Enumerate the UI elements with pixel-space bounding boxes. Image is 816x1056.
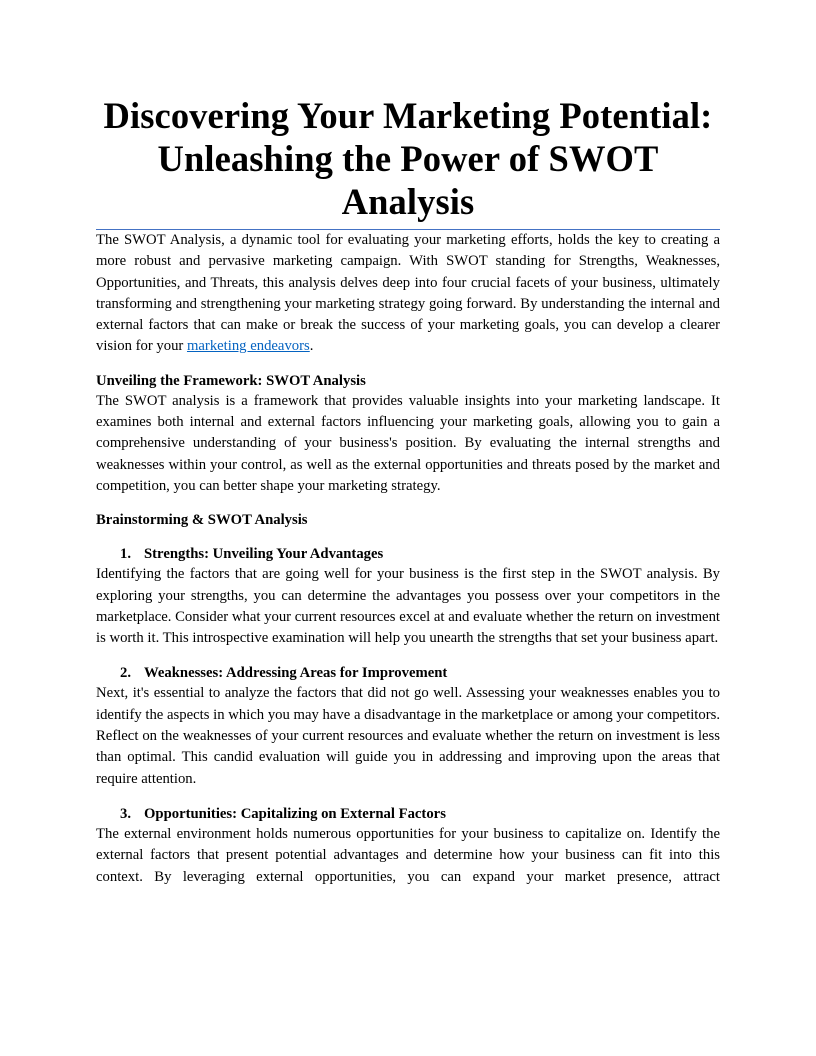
list-item-weaknesses [96, 663, 720, 683]
document-title [96, 94, 720, 223]
marketing-endeavors-link[interactable]: marketing endeavors [186, 338, 310, 355]
list-number: 3. [120, 805, 132, 822]
framework-paragraph: The SWOT analysis is a framework that provides valuable insights into your marketing landscape. It examines both internal and external factors influencing your marketing goals, allowing you to gain a comprehensive understanding of your business's position. By evaluating the internal strengths and weaknesses within your control, as well as the external opportunities and threats posed by the market and competition, you can better shape your marketing strategy. [96, 392, 720, 494]
list-item-strengths [96, 544, 720, 564]
document-page [96, 0, 720, 888]
list-number: 1. [120, 546, 132, 563]
opportunities-paragraph: The external environment holds numerous opportunities for your business to capitalize on. Identify the external factors that present potential advantages and determine how your business can fit into this context. By leveraging external opportunities, you can expand your market presence, attract [96, 825, 720, 885]
heading-brainstorming: Brainstorming & SWOT Analysis [96, 512, 308, 529]
list-heading: Weaknesses: Addressing Areas for Improvement [144, 665, 448, 682]
list-heading: Opportunities: Capitalizing on External Factors [144, 805, 446, 822]
heading-framework: Unveiling the Framework: SWOT Analysis [96, 372, 366, 389]
weaknesses-paragraph: Next, it's essential to analyze the factors that did not go well. Assessing your weaknesses enables you to identify the aspects in which you may have a disadvantage in the marketplace or among your competitors. Reflect on the weaknesses of your current resources and evaluate whether the return on investment is less than optimal. This candid evaluation will guide you in addressing and improving upon the areas that require attention. [96, 685, 720, 787]
list-heading: Strengths: Unveiling Your Advantages [144, 546, 384, 563]
strengths-paragraph: Identifying the factors that are going well for your business is the first step in the SWOT analysis. By exploring your strengths, you can determine the advantages you possess over your competitors in the marketplace. Consider what your current resources excel at and evaluate whether the return on investment is worth it. This introspective examination will help you unearth the strengths that set your business apart. [96, 566, 720, 647]
intro-paragraph [96, 230, 720, 358]
intro-text: The SWOT Analysis, a dynamic tool for evaluating your marketing efforts, holds the key to creating a more robust and pervasive marketing campaign. With SWOT standing for Strengths, Weaknesses, Opportunities, and Threats, this analysis delves deep into four crucial facets of your business, ultimately transforming and strengthening your marketing strategy going forward. By understanding the internal and external factors that can make or break the success of your marketing goals, you can develop a clearer vision for your [96, 232, 720, 355]
title-line-1: Discovering Your Marketing Potential: [103, 95, 713, 136]
list-item-opportunities [96, 804, 720, 824]
list-number: 2. [120, 665, 132, 682]
title-line-2: Unleashing the Power of SWOT Analysis [157, 138, 659, 222]
intro-end: . [309, 338, 314, 355]
